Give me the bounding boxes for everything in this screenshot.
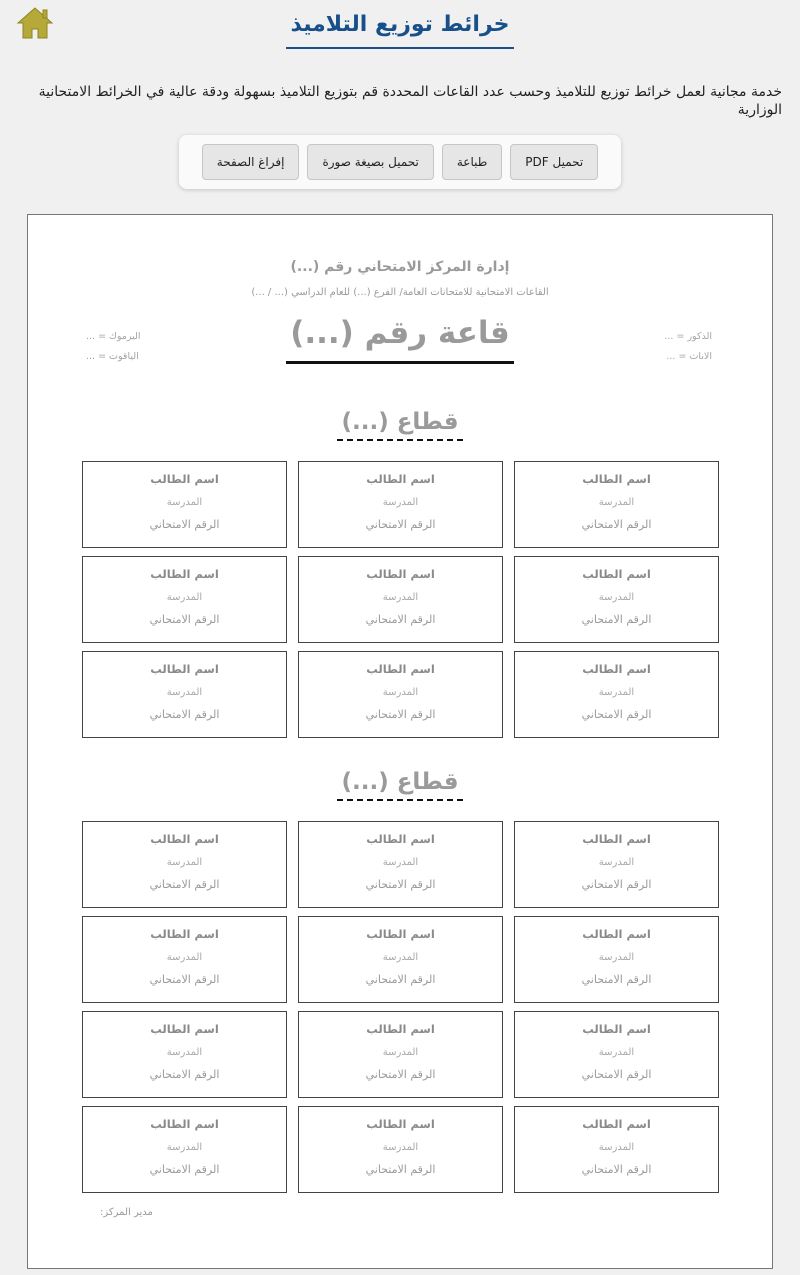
distribution-sheet [27, 214, 773, 1269]
exam-number: الرقم الامتحاني [581, 973, 652, 986]
download-image-button[interactable]: تحميل بصيغة صورة [307, 144, 433, 180]
seat-grid-1 [81, 461, 719, 738]
exam-number: الرقم الامتحاني [149, 1163, 220, 1176]
females-count: الاناث = ... [666, 351, 712, 362]
school-name: المدرسة [166, 1047, 203, 1058]
student-name: اسم الطالب [582, 472, 651, 486]
school-name: المدرسة [598, 1047, 635, 1058]
seat-card[interactable] [514, 1106, 719, 1193]
exam-number: الرقم الامتحاني [149, 708, 220, 721]
student-name: اسم الطالب [366, 472, 435, 486]
school-name: المدرسة [382, 952, 419, 963]
print-button[interactable]: طباعة [442, 144, 502, 180]
school-name: المدرسة [382, 497, 419, 508]
admin-title: إدارة المركز الامتحاني رقم (...) [290, 259, 510, 275]
exam-number: الرقم الامتحاني [149, 613, 220, 626]
school-name: المدرسة [166, 687, 203, 698]
student-name: اسم الطالب [582, 927, 651, 941]
student-name: اسم الطالب [366, 567, 435, 581]
school-name: المدرسة [166, 1142, 203, 1153]
student-name: اسم الطالب [582, 567, 651, 581]
seat-card[interactable] [514, 821, 719, 908]
seat-card[interactable] [82, 461, 287, 548]
exam-number: الرقم الامتحاني [149, 878, 220, 891]
exam-number: الرقم الامتحاني [365, 973, 436, 986]
seat-card[interactable] [514, 916, 719, 1003]
exam-number: الرقم الامتحاني [365, 1068, 436, 1081]
seat-card[interactable] [82, 1011, 287, 1098]
hall-heading [28, 315, 772, 364]
clear-page-button[interactable]: إفراغ الصفحة [202, 144, 300, 180]
exam-number: الرقم الامتحاني [365, 708, 436, 721]
seat-card[interactable] [82, 916, 287, 1003]
student-name: اسم الطالب [150, 1022, 219, 1036]
seat-card[interactable] [298, 1106, 503, 1193]
school-name: المدرسة [382, 687, 419, 698]
seat-card[interactable] [514, 1011, 719, 1098]
seat-card[interactable] [298, 916, 503, 1003]
student-name: اسم الطالب [582, 662, 651, 676]
toolbar [179, 135, 621, 189]
download-pdf-button[interactable]: تحميل PDF [510, 144, 598, 180]
student-name: اسم الطالب [150, 927, 219, 941]
center-manager-label: مدير المركز: [100, 1207, 153, 1218]
student-name: اسم الطالب [150, 832, 219, 846]
hall-title: قاعة رقم (...) [286, 315, 514, 364]
student-name: اسم الطالب [150, 662, 219, 676]
school-name: المدرسة [598, 857, 635, 868]
seat-card[interactable] [298, 461, 503, 548]
sector-title: قطاع (...) [337, 769, 462, 801]
school-name: المدرسة [166, 592, 203, 603]
exam-number: الرقم الامتحاني [581, 708, 652, 721]
school-name: المدرسة [598, 592, 635, 603]
school-name: المدرسة [598, 687, 635, 698]
sector-title: قطاع (...) [337, 409, 462, 441]
seat-card[interactable] [298, 1011, 503, 1098]
yaqout-count: الياقوت = ... [86, 351, 139, 362]
school-name: المدرسة [598, 497, 635, 508]
school-name: المدرسة [598, 1142, 635, 1153]
exam-number: الرقم الامتحاني [365, 878, 436, 891]
exam-number: الرقم الامتحاني [365, 613, 436, 626]
page-description: خدمة مجانية لعمل خرائط توزيع للتلاميذ وحسب عدد القاعات المحددة قم بتوزيع التلاميذ بسهولة ودقة عالية في الخرائط الامتحانية الوزارية [38, 84, 782, 118]
student-name: اسم الطالب [366, 1022, 435, 1036]
school-name: المدرسة [166, 857, 203, 868]
student-name: اسم الطالب [150, 472, 219, 486]
school-name: المدرسة [382, 1047, 419, 1058]
sheet-subtitle: القاعات الامتحانية للامتحانات العامة/ الفرع (...) للعام الدراسي (... / ...) [251, 287, 549, 298]
exam-number: الرقم الامتحاني [581, 518, 652, 531]
exam-number: الرقم الامتحاني [581, 878, 652, 891]
student-name: اسم الطالب [366, 927, 435, 941]
student-name: اسم الطالب [366, 832, 435, 846]
school-name: المدرسة [166, 497, 203, 508]
exam-number: الرقم الامتحاني [581, 613, 652, 626]
seat-card[interactable] [82, 821, 287, 908]
page-title: خرائط توزيع التلاميذ [286, 12, 513, 49]
seat-card[interactable] [82, 556, 287, 643]
exam-number: الرقم الامتحاني [365, 1163, 436, 1176]
school-name: المدرسة [382, 857, 419, 868]
seat-card[interactable] [298, 651, 503, 738]
exam-number: الرقم الامتحاني [581, 1068, 652, 1081]
student-name: اسم الطالب [366, 662, 435, 676]
student-name: اسم الطالب [150, 1117, 219, 1131]
school-name: المدرسة [598, 952, 635, 963]
exam-number: الرقم الامتحاني [149, 1068, 220, 1081]
seat-card[interactable] [82, 651, 287, 738]
seat-grid-2 [81, 821, 719, 1193]
seat-card[interactable] [298, 821, 503, 908]
exam-number: الرقم الامتحاني [149, 973, 220, 986]
school-name: المدرسة [382, 592, 419, 603]
home-icon[interactable] [16, 6, 54, 40]
males-count: الذكور = ... [664, 331, 712, 342]
student-name: اسم الطالب [582, 1022, 651, 1036]
exam-number: الرقم الامتحاني [149, 518, 220, 531]
student-name: اسم الطالب [366, 1117, 435, 1131]
seat-card[interactable] [514, 651, 719, 738]
school-name: المدرسة [382, 1142, 419, 1153]
yarmouk-count: اليرموك = ... [86, 331, 141, 342]
student-name: اسم الطالب [582, 1117, 651, 1131]
seat-card[interactable] [514, 461, 719, 548]
sector-heading-1 [28, 409, 772, 441]
exam-number: الرقم الامتحاني [365, 518, 436, 531]
student-name: اسم الطالب [150, 567, 219, 581]
student-name: اسم الطالب [582, 832, 651, 846]
school-name: المدرسة [166, 952, 203, 963]
seat-card[interactable] [298, 556, 503, 643]
seat-card[interactable] [514, 556, 719, 643]
seat-card[interactable] [82, 1106, 287, 1193]
exam-number: الرقم الامتحاني [581, 1163, 652, 1176]
sector-heading-2 [28, 769, 772, 801]
